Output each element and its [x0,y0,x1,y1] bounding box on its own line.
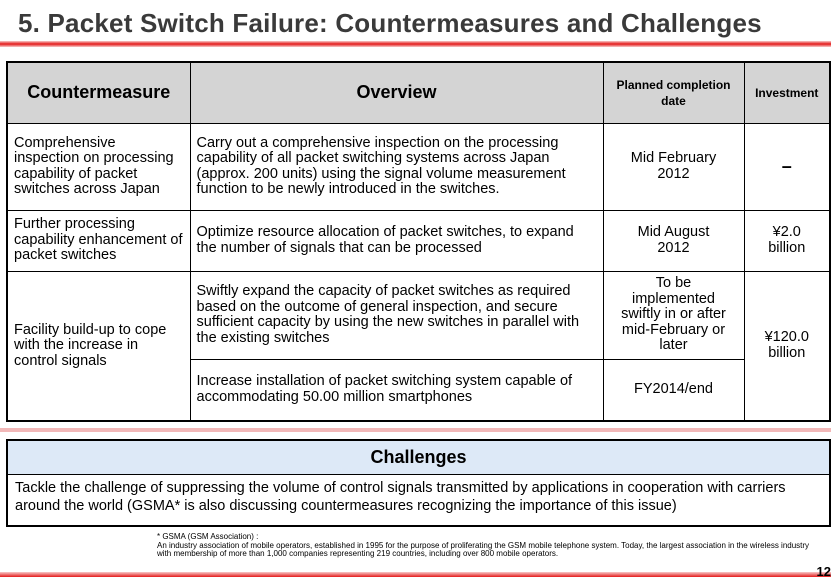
table-row [7,210,830,271]
bottom-divider [0,572,831,577]
overview-cell: Optimize resource allocation of packet switches, to expand the number of signals that can be processed [190,210,603,271]
table-row [7,271,830,359]
overview-cell: Increase installation of packet switching system capable of accommodating 50.00 million smartphones [190,359,603,421]
page-title: 5. Packet Switch Failure: Countermeasures and Challenges [18,8,762,38]
date-cell: Mid August 2012 [603,210,744,271]
overview-cell: Swiftly expand the capacity of packet switches as required based on the outcome of general inspection, and secure sufficient capacity by using the new switches in parallel with the existing switches [190,271,603,359]
countermeasures-table [6,61,831,422]
date-cell: FY2014/end [603,359,744,421]
header-overview: Overview [190,62,603,123]
title-divider [0,41,831,47]
page-number: 12 [816,564,831,579]
footnote-title: * GSMA (GSM Association) : [157,532,259,541]
countermeasure-cell: Further processing capability enhancement of packet switches [7,210,190,271]
challenges-text: Tackle the challenge of suppressing the volume of control signals transmitted by applications in cooperation with carriers around the world (GSMA* is also discussing countermeasures recognizing the importance of this issue) [15,480,786,514]
table-divider [0,428,831,432]
table-row [7,123,830,210]
challenges-box [6,439,831,527]
header-countermeasure: Countermeasure [7,62,190,123]
investment-cell: – [744,123,830,210]
table-header-row [7,62,830,123]
footnote [157,533,817,559]
date-cell: To be implemented swiftly in or after mid-February or later [603,271,744,359]
countermeasure-cell: Facility build-up to cope with the increase in control signals [7,271,190,421]
investment-cell: ¥120.0 billion [744,271,830,421]
challenges-heading: Challenges [8,441,829,475]
header-planned-date: Planned completion date [603,62,744,123]
overview-cell: Carry out a comprehensive inspection on the processing capability of all packet switching systems across Japan (approx. 200 units) using the signal volume measurement function to be newly introduced in the switches. [190,123,603,210]
header-investment: Investment [744,62,830,123]
countermeasure-cell: Comprehensive inspection on processing capability of packet switches across Japan [7,123,190,210]
date-cell: Mid February 2012 [603,123,744,210]
investment-cell: ¥2.0 billion [744,210,830,271]
footnote-body: An industry association of mobile operators, established in 1995 for the purpose of proliferating the GSM mobile telephone system. Today, the largest association in the wireless industry with membership of more than 1,000 companies representing 219 countries, including over 800 mobile operators. [157,540,810,558]
